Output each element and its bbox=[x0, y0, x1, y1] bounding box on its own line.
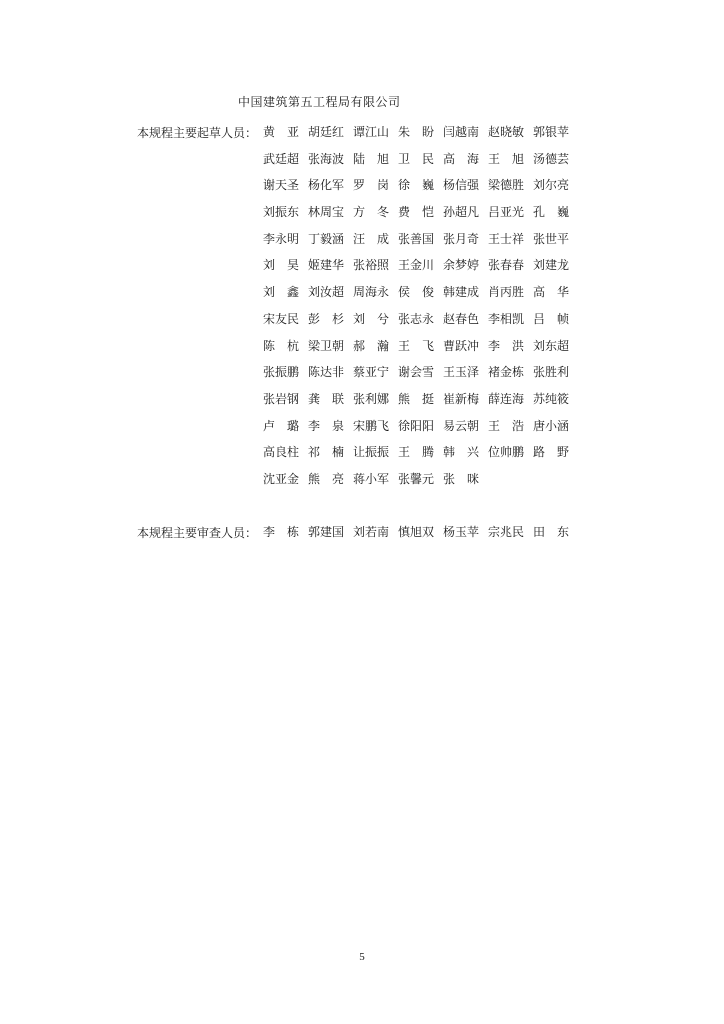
drafters-name: 蒋小军 bbox=[353, 471, 390, 486]
drafters-name: 徐阳阳 bbox=[398, 418, 435, 433]
drafters-name: 王 旭 bbox=[488, 151, 525, 166]
drafters-name: 王玉泽 bbox=[443, 365, 480, 380]
reviewers-name: 田 东 bbox=[533, 525, 570, 539]
drafters-name: 吕 帧 bbox=[533, 311, 570, 326]
reviewers-name: 郭建国 bbox=[308, 525, 345, 539]
drafters-name: 张岩钢 bbox=[263, 391, 300, 406]
drafters-name: 徐 巍 bbox=[398, 178, 435, 193]
drafters-row bbox=[263, 257, 593, 284]
drafters-name: 吕亚光 bbox=[488, 205, 525, 220]
drafters-name: 丁毅涵 bbox=[308, 231, 345, 246]
reviewers-name: 慎旭双 bbox=[398, 525, 435, 539]
drafters-name: 陈 杭 bbox=[263, 338, 300, 353]
organization-name: 中国建筑第五工程局有限公司 bbox=[238, 95, 401, 109]
drafters-list bbox=[263, 124, 593, 498]
drafters-name: 韩建成 bbox=[443, 285, 480, 300]
drafters-name: 位帅鹏 bbox=[488, 445, 525, 460]
drafters-name: 余梦婷 bbox=[443, 258, 480, 273]
drafters-name: 李 洪 bbox=[488, 338, 525, 353]
reviewers-label: 本规程主要审查人员： bbox=[137, 526, 258, 540]
drafters-name: 汤德芸 bbox=[533, 151, 570, 166]
drafters-name: 曹跃冲 bbox=[443, 338, 480, 353]
drafters-name: 李永明 bbox=[263, 231, 300, 246]
drafters-name: 梁卫朝 bbox=[308, 338, 345, 353]
drafters-name: 李 泉 bbox=[308, 418, 345, 433]
drafters-name: 张 咪 bbox=[443, 471, 480, 486]
reviewers-name: 刘若南 bbox=[353, 525, 390, 539]
drafters-name: 刘 鑫 bbox=[263, 285, 300, 300]
drafters-name: 胡廷红 bbox=[308, 125, 345, 139]
drafters-name: 孙超凡 bbox=[443, 205, 480, 220]
drafters-name: 谢天圣 bbox=[263, 178, 300, 193]
drafters-name: 李相凯 bbox=[488, 311, 525, 326]
drafters-name: 陆 旭 bbox=[353, 151, 390, 166]
drafters-name: 朱 盼 bbox=[398, 125, 435, 139]
drafters-name: 张春春 bbox=[488, 258, 525, 273]
drafters-name: 孔 巍 bbox=[533, 205, 570, 220]
drafters-name: 王金川 bbox=[398, 258, 435, 273]
drafters-row bbox=[263, 124, 593, 151]
drafters-name: 侯 俊 bbox=[398, 285, 435, 300]
drafters-name: 张善国 bbox=[398, 231, 435, 246]
drafters-name: 龚 联 bbox=[308, 391, 345, 406]
drafters-name: 薛连海 bbox=[488, 391, 525, 406]
drafters-row bbox=[263, 177, 593, 204]
drafters-name: 唐小涵 bbox=[533, 418, 570, 433]
drafters-name: 费 恺 bbox=[398, 205, 435, 220]
drafters-row bbox=[263, 338, 593, 365]
drafters-name: 刘汝超 bbox=[308, 285, 345, 300]
drafters-name: 祁 楠 bbox=[308, 445, 345, 460]
drafters-name: 张裕照 bbox=[353, 258, 390, 273]
drafters-name: 陈达非 bbox=[308, 365, 345, 380]
drafters-name: 让振振 bbox=[353, 445, 390, 460]
drafters-name: 刘东超 bbox=[533, 338, 570, 353]
reviewers-name: 李 栋 bbox=[263, 525, 300, 539]
drafters-name: 肖丙胜 bbox=[488, 285, 525, 300]
drafters-name: 蔡亚宁 bbox=[353, 365, 390, 380]
page-number: 5 bbox=[359, 951, 365, 963]
reviewers-name: 杨玉苹 bbox=[443, 525, 480, 539]
drafters-name: 张海波 bbox=[308, 151, 345, 166]
drafters-name: 郝 瀚 bbox=[353, 338, 390, 353]
drafters-name: 刘尔亮 bbox=[533, 178, 570, 193]
drafters-row bbox=[263, 231, 593, 258]
drafters-name: 黄 亚 bbox=[263, 125, 300, 139]
drafters-name: 沈亚金 bbox=[263, 471, 300, 486]
drafters-name: 高良柱 bbox=[263, 445, 300, 460]
drafters-name: 王 腾 bbox=[398, 445, 435, 460]
drafters-label: 本规程主要起草人员： bbox=[137, 126, 258, 140]
drafters-name: 刘振东 bbox=[263, 205, 300, 220]
drafters-name: 武廷超 bbox=[263, 151, 300, 166]
drafters-row bbox=[263, 311, 593, 338]
drafters-name: 张馨元 bbox=[398, 471, 435, 486]
drafters-row bbox=[263, 204, 593, 231]
drafters-name: 刘 昊 bbox=[263, 258, 300, 273]
drafters-name: 高 海 bbox=[443, 151, 480, 166]
drafters-name: 易云朝 bbox=[443, 418, 480, 433]
drafters-name: 谭江山 bbox=[353, 125, 390, 139]
drafters-name: 姬建华 bbox=[308, 258, 345, 273]
drafters-row bbox=[263, 284, 593, 311]
drafters-name: 熊 挺 bbox=[398, 391, 435, 406]
drafters-name: 路 野 bbox=[533, 445, 570, 460]
drafters-name: 彭 杉 bbox=[308, 311, 345, 326]
reviewers-list bbox=[263, 524, 593, 551]
drafters-name: 卫 民 bbox=[398, 151, 435, 166]
drafters-name: 褚金栋 bbox=[488, 365, 525, 380]
drafters-row bbox=[263, 391, 593, 418]
drafters-name: 刘建龙 bbox=[533, 258, 570, 273]
drafters-name: 张振鹏 bbox=[263, 365, 300, 380]
drafters-name: 赵春色 bbox=[443, 311, 480, 326]
drafters-name: 罗 岗 bbox=[353, 178, 390, 193]
drafters-row bbox=[263, 151, 593, 178]
drafters-name: 宋鹏飞 bbox=[353, 418, 390, 433]
drafters-name: 杨信强 bbox=[443, 178, 480, 193]
drafters-row bbox=[263, 418, 593, 445]
drafters-name: 林周宝 bbox=[308, 205, 345, 220]
drafters-name: 张志永 bbox=[398, 311, 435, 326]
drafters-name: 周海永 bbox=[353, 285, 390, 300]
drafters-name: 王 飞 bbox=[398, 338, 435, 353]
reviewers-name: 宗兆民 bbox=[488, 525, 525, 539]
drafters-name: 汪 成 bbox=[353, 231, 390, 246]
drafters-name: 张世平 bbox=[533, 231, 570, 246]
drafters-name: 张胜利 bbox=[533, 365, 570, 380]
drafters-name: 王 浩 bbox=[488, 418, 525, 433]
drafters-name: 方 冬 bbox=[353, 205, 390, 220]
drafters-name: 闫越南 bbox=[443, 125, 480, 139]
drafters-name: 高 华 bbox=[533, 285, 570, 300]
drafters-name: 梁德胜 bbox=[488, 178, 525, 193]
drafters-name: 王士祥 bbox=[488, 231, 525, 246]
drafters-name: 谢会雪 bbox=[398, 365, 435, 380]
drafters-name: 赵晓敏 bbox=[488, 125, 525, 139]
drafters-name: 杨化军 bbox=[308, 178, 345, 193]
drafters-name: 卢 璐 bbox=[263, 418, 300, 433]
drafters-name: 郭银苹 bbox=[533, 125, 570, 139]
drafters-name: 宋友民 bbox=[263, 311, 300, 326]
drafters-name: 刘 兮 bbox=[353, 311, 390, 326]
reviewers-row bbox=[263, 524, 593, 551]
drafters-name: 熊 亮 bbox=[308, 471, 345, 486]
drafters-row bbox=[263, 444, 593, 471]
drafters-name: 张利娜 bbox=[353, 391, 390, 406]
drafters-row bbox=[263, 364, 593, 391]
drafters-name: 苏纯筱 bbox=[533, 391, 570, 406]
drafters-row bbox=[263, 471, 593, 498]
drafters-name: 韩 兴 bbox=[443, 445, 480, 460]
drafters-name: 张月奇 bbox=[443, 231, 480, 246]
drafters-name: 崔新梅 bbox=[443, 391, 480, 406]
